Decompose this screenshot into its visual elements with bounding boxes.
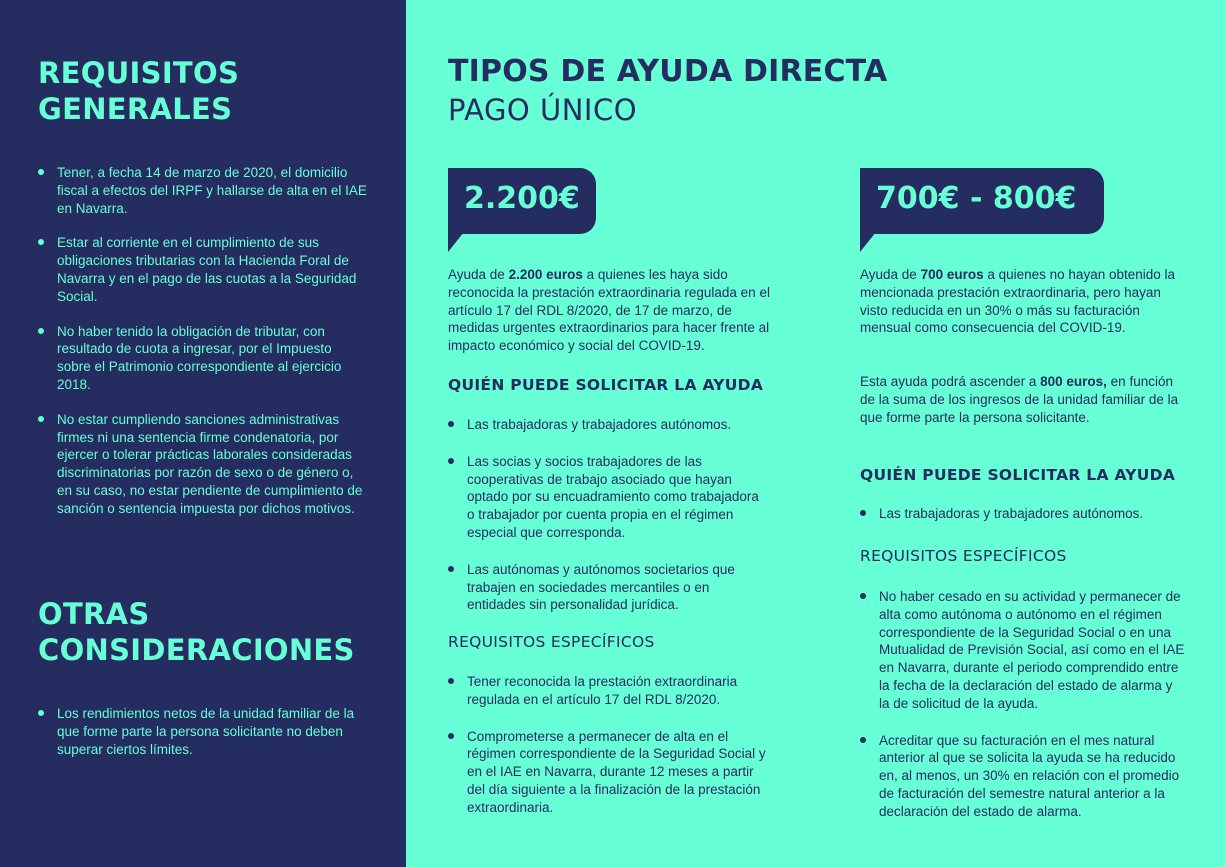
bullet-icon xyxy=(860,593,866,599)
general-requirements-heading xyxy=(38,55,239,127)
who-can-apply-list xyxy=(860,505,1185,523)
list-item-text: Los rendimientos netos de la unidad familiar de la que forme parte la persona solicitante no deben superar ciertos límites. xyxy=(57,706,355,757)
list-item xyxy=(448,561,768,614)
heading-line: REQUISITOS xyxy=(38,56,240,90)
list-item xyxy=(38,705,368,758)
list-item xyxy=(38,234,368,305)
specific-requirements-heading: REQUISITOS ESPECÍFICOS xyxy=(860,547,1067,565)
who-can-apply-heading: QUIÉN PUEDE SOLICITAR LA AYUDA xyxy=(448,376,764,394)
bullet-icon xyxy=(448,566,454,572)
list-item-text: No haber tenido la obligación de tributar, con resultado de cuota a ingresar, por el Impuesto sobre el Patrimonio correspondiente al ejercicio 2018. xyxy=(57,323,342,392)
page-subtitle: PAGO ÚNICO xyxy=(448,93,638,127)
list-item-text: No estar cumpliendo sanciones administrativas firmes ni una sentencia firme condenatoria, por ejercer o tolerar prácticas laborales consideradas discriminatorias por razón de sexo o de género o, en su caso, no estar pendiente de cumplimiento de sanción o sentencia impuesta por dichos motivos. xyxy=(57,411,363,516)
text: a quienes no hayan obtenido la mencionada prestación extraordinaria, pero hayan visto reducida en un 30% o más su facturación mensual como consecuencia del COVID-19. xyxy=(860,267,1176,336)
left-panel xyxy=(0,0,406,867)
bullet-icon xyxy=(38,710,44,716)
who-can-apply-heading: QUIÉN PUEDE SOLICITAR LA AYUDA xyxy=(860,466,1176,484)
amount-label: 2.200€ xyxy=(464,181,580,216)
text: en función de la suma de los ingresos de la unidad familiar de la que forme parte la persona solicitante. xyxy=(860,374,1179,425)
list-item xyxy=(38,411,368,518)
list-item-text: Las autónomas y autónomos societarios que trabajen en sociedades mercantiles o en entidades sin personalidad jurídica. xyxy=(467,561,735,613)
heading-line: CONSIDERACIONES xyxy=(38,633,355,667)
page-title: TIPOS DE AYUDA DIRECTA xyxy=(448,54,888,89)
text: a quienes les haya sido reconocida la prestación extraordinaria regulada en el artículo 17 del RDL 8/2020, de 17 de marzo, de medidas urgentes extraordinarios para hacer frente al impacto económico y social del COVID-19. xyxy=(448,267,770,354)
right-panel xyxy=(406,0,1225,867)
list-item xyxy=(860,505,1185,523)
list-item-text: Tener reconocida la prestación extraordinaria regulada en el artículo 17 del RDL 8/2020. xyxy=(467,674,738,707)
aid-extra-description xyxy=(860,373,1180,426)
speech-tail-icon xyxy=(860,232,876,252)
bullet-icon xyxy=(448,421,454,427)
general-requirements-list xyxy=(38,164,368,518)
aid-description xyxy=(860,266,1188,337)
list-item-text: Las socias y socios trabajadores de las cooperativas de trabajo asociado que hayan optado por su encuadramiento como trabajadora o trabajador por cuenta propia en el régimen especial que corresponda. xyxy=(467,453,759,540)
other-considerations-heading xyxy=(38,596,355,668)
list-item xyxy=(860,732,1185,821)
amount-label: 700€ - 800€ xyxy=(876,181,1077,216)
speech-tail-icon xyxy=(448,232,464,252)
list-item xyxy=(448,673,768,709)
list-item-text: Estar al corriente en el cumplimiento de sus obligaciones tributarias con la Hacienda Foral de Navarra y en el pago de las cuotas a la Seguridad Social. xyxy=(57,235,357,304)
amount-highlight: 2.200 euros xyxy=(508,267,583,282)
text: Esta ayuda podrá ascender a xyxy=(860,374,1041,389)
list-item xyxy=(38,164,368,217)
specific-requirements-list xyxy=(860,588,1185,821)
who-can-apply-list xyxy=(448,416,768,614)
bullet-icon xyxy=(448,733,454,739)
heading-line: GENERALES xyxy=(38,92,233,126)
specific-requirements-list xyxy=(448,673,768,817)
bullet-icon xyxy=(860,510,866,516)
bullet-icon xyxy=(38,169,44,175)
list-item xyxy=(448,453,768,542)
bullet-icon xyxy=(448,678,454,684)
list-item-text: No haber cesado en su actividad y permanecer de alta como autónoma o autónomo en el régimen correspondiente de la Seguridad Social o en una Mutualidad de Previsión Social, así como en el IAE en Navarra, durante el periodo comprendido entre la fecha de la declaración del estado de alarma y la de solicitud de la ayuda. xyxy=(879,589,1185,711)
heading-line: OTRAS xyxy=(38,597,150,631)
list-item-text: Las trabajadoras y trabajadores autónomos. xyxy=(467,417,732,432)
text: Ayuda de xyxy=(448,267,509,282)
bullet-icon xyxy=(448,458,454,464)
text: Ayuda de xyxy=(860,267,921,282)
list-item xyxy=(38,323,368,394)
aid-description xyxy=(448,266,773,355)
bullet-icon xyxy=(38,416,44,422)
bullet-icon xyxy=(38,239,44,245)
amount-bubble-2200 xyxy=(448,168,596,234)
list-item-text: Acreditar que su facturación en el mes natural anterior al que se solicita la ayuda se ha reducido en, al menos, un 30% en relación con el promedio de facturación del semestre natural anterior a la declaración del estado de alarma. xyxy=(879,732,1180,819)
list-item-text: Comprometerse a permanecer de alta en el régimen correspondiente de la Seguridad Social y en el IAE en Navarra, durante 12 meses a partir del día siguiente a la finalización de la prestación extraordinaria. xyxy=(467,728,766,815)
list-item xyxy=(860,588,1185,713)
amount-bubble-700-800 xyxy=(860,168,1104,234)
list-item xyxy=(448,416,768,434)
bullet-icon xyxy=(38,328,44,334)
list-item xyxy=(448,728,768,817)
list-item-text: Las trabajadoras y trabajadores autónomos. xyxy=(879,506,1144,521)
bullet-icon xyxy=(860,737,866,743)
amount-highlight: 800 euros, xyxy=(1040,374,1107,389)
specific-requirements-heading: REQUISITOS ESPECÍFICOS xyxy=(448,633,655,651)
other-considerations-list xyxy=(38,705,368,758)
amount-highlight: 700 euros xyxy=(920,267,984,282)
list-item-text: Tener, a fecha 14 de marzo de 2020, el domicilio fiscal a efectos del IRPF y hallarse de alta en el IAE en Navarra. xyxy=(57,165,367,216)
